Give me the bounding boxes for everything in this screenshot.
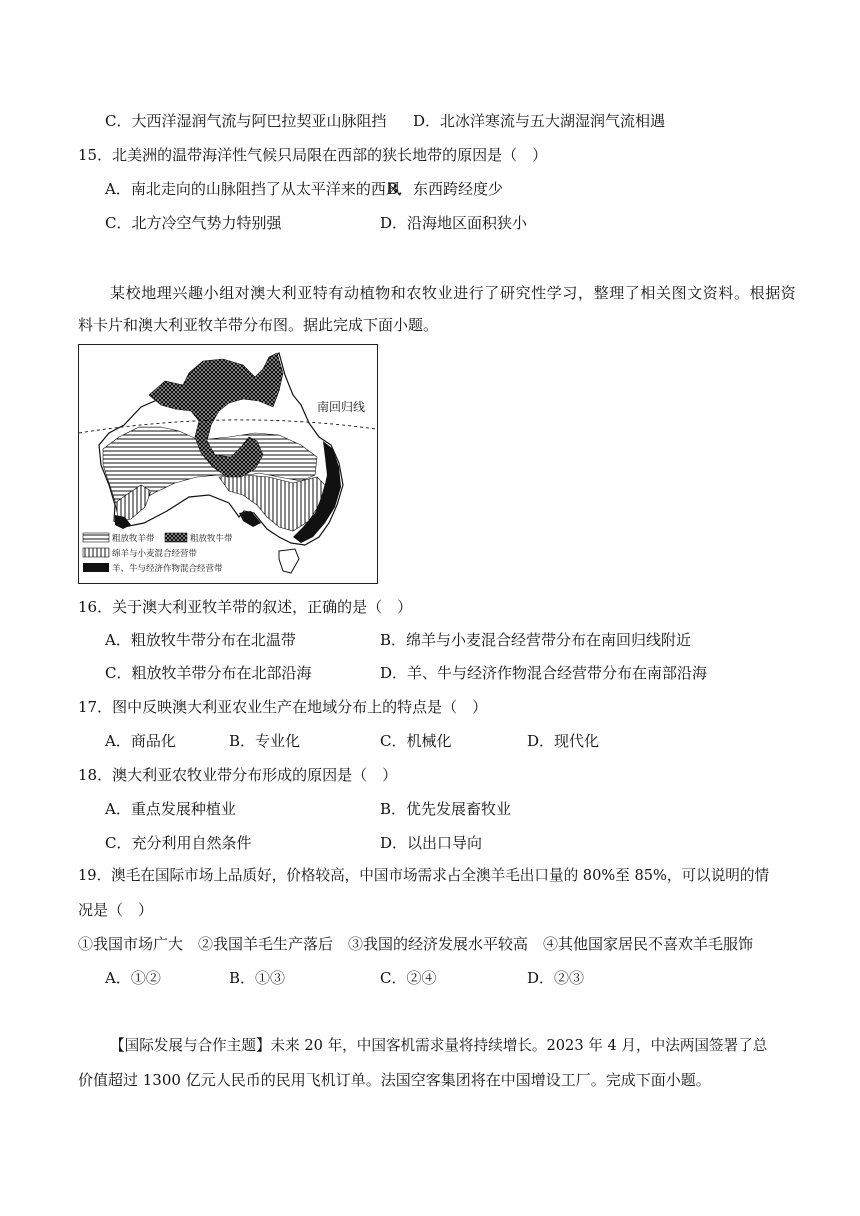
q18-option-c: C．充分利用自然条件	[105, 834, 252, 852]
q19-option-c: C．②④	[380, 969, 437, 987]
q16-option-c: C．粗放牧羊带分布在北部沿海	[105, 664, 312, 682]
tasmania	[279, 549, 299, 573]
q19-stem-line-1: 19．澳毛在国际市场上品质好，价格较高，中国市场需求占全澳羊毛出口量的 80%至 85%，可以说明的情	[78, 867, 770, 884]
q17-option-a: A．商品化	[105, 732, 176, 750]
q15-option-c: C．北方冷空气势力特别强	[105, 214, 282, 232]
intro-line-2: 料卡片和澳大利亚牧羊带分布图。据此完成下面小题。	[78, 316, 439, 334]
intro2-line-1: 【国际发展与合作主题】未来 20 年，中国客机需求量将持续增长。2023 年 4 月，中法两国签署了总	[110, 1037, 768, 1054]
legend-cattle-extensive: 粗放牧牛带	[190, 534, 233, 544]
q16-option-b: B．绵羊与小麦混合经营带分布在南回归线附近	[380, 631, 692, 649]
q16-option-d: D．羊、牛与经济作物混合经营带分布在南部沿海	[380, 664, 708, 682]
q15-option-a: A．南北走向的山脉阻挡了从太平洋来的西风	[105, 180, 401, 198]
q18-option-a: A．重点发展种植业	[105, 800, 236, 818]
q16-option-a: A．粗放牧牛带分布在北温带	[105, 631, 296, 649]
australia-pastoral-map	[78, 344, 378, 584]
q17-option-b: B．专业化	[229, 732, 301, 750]
q15-option-b: B．东西跨经度少	[387, 180, 504, 198]
q15-stem: 15．北美洲的温带海洋性气候只局限在西部的狭长地带的原因是（ ）	[78, 146, 548, 164]
legend-swatch-sheep-wheat	[83, 548, 109, 557]
q15-option-d: D．沿海地区面积狭小	[380, 214, 528, 232]
q16-stem: 16．关于澳大利亚牧羊带的叙述，正确的是（ ）	[78, 598, 413, 616]
q17-stem: 17．图中反映澳大利亚农业生产在地域分布上的特点是（ ）	[78, 698, 488, 716]
legend-swatch-cattle-extensive	[165, 533, 187, 542]
q19-statements: ①我国市场广大 ②我国羊毛生产落后 ③我国的经济发展水平较高 ④其他国家居民不喜欢羊毛服饰	[78, 935, 754, 953]
q19-stem-line-2: 况是（ ）	[78, 901, 154, 919]
tropic-label: 南回归线	[317, 400, 366, 414]
q18-option-d: D．以出口导向	[380, 834, 483, 852]
q19-option-b: B．①③	[229, 969, 286, 987]
legend-swatch-mixed-cash-crop	[83, 563, 109, 572]
legend-sheep-extensive: 粗放牧羊带	[112, 534, 155, 544]
intro-line-1: 某校地理兴趣小组对澳大利亚特有动植物和农牧业进行了研究性学习，整理了相关图文资料。根据资	[110, 284, 797, 302]
q19-option-a: A．①②	[105, 969, 161, 987]
q17-option-d: D．现代化	[527, 732, 600, 750]
q14-option-d: D．北冰洋寒流与五大湖湿润气流相遇	[413, 112, 666, 130]
q17-option-c: C．机械化	[380, 732, 452, 750]
intro2-line-2: 价值超过 1300 亿元人民币的民用飞机订单。法国空客集团将在中国增设工厂。完成下面小题。	[78, 1071, 711, 1089]
q18-stem: 18．澳大利亚农牧业带分布形成的原因是（ ）	[78, 766, 398, 784]
q18-option-b: B．优先发展畜牧业	[380, 800, 512, 818]
q14-option-c: C．大西洋湿润气流与阿巴拉契亚山脉阻挡	[105, 112, 387, 130]
legend-sheep-wheat: 绵羊与小麦混合经营带	[112, 549, 198, 559]
legend-swatch-sheep-extensive	[83, 533, 109, 542]
q19-option-d: D．②③	[527, 969, 585, 987]
legend-mixed-cash-crop: 羊、牛与经济作物混合经营带	[112, 564, 223, 574]
